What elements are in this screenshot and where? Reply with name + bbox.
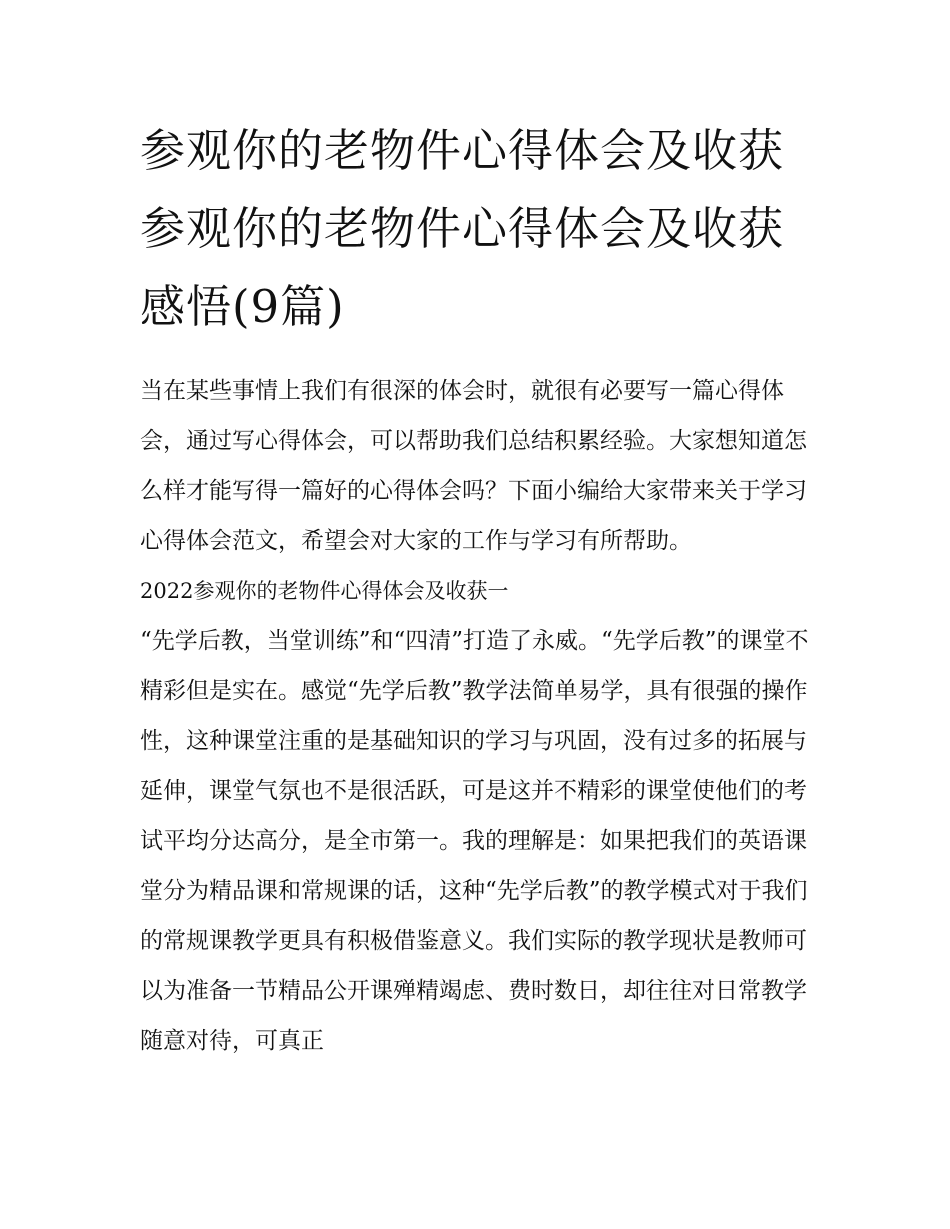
- document-body: [140, 366, 812, 1066]
- document-title: 参观你的老物件心得体会及收获 参观你的老物件心得体会及收获感悟(9篇): [140, 124, 785, 333]
- intro-paragraph: 当在某些事情上我们有很深的体会时，就很有必要写一篇心得体会，通过写心得体会，可以帮助我们总结积累经验。大家想知道怎么样才能写得一篇好的心得体会吗？下面小编给大家带来关于学习心得体会范文，希望会对大家的工作与学习有所帮助。: [140, 378, 807, 554]
- section-heading: 2022参观你的老物件心得体会及收获一: [140, 579, 509, 603]
- document-page: [140, 112, 812, 1066]
- body-paragraph: “先学后教，当堂训练”和“四清”打造了永威。“先学后教”的课堂不精彩但是实在。感觉“先学后教”教学法简单易学，具有很强的操作性，这种课堂注重的是基础知识的学习与巩固，没有过多的拓展与延伸，课堂气氛也不是很活跃，可是这并不精彩的课堂使他们的考试平均分达高分，是全市第一。我的理解是：如果把我们的英语课堂分为精品课和常规课的话，这种“先学后教”的教学模式对于我们的常规课教学更具有积极借鉴意义。我们实际的教学现状是教师可以为准备一节精品公开课殚精竭虑、费时数日，却往往对日常教学随意对待，可真正: [140, 628, 809, 1054]
